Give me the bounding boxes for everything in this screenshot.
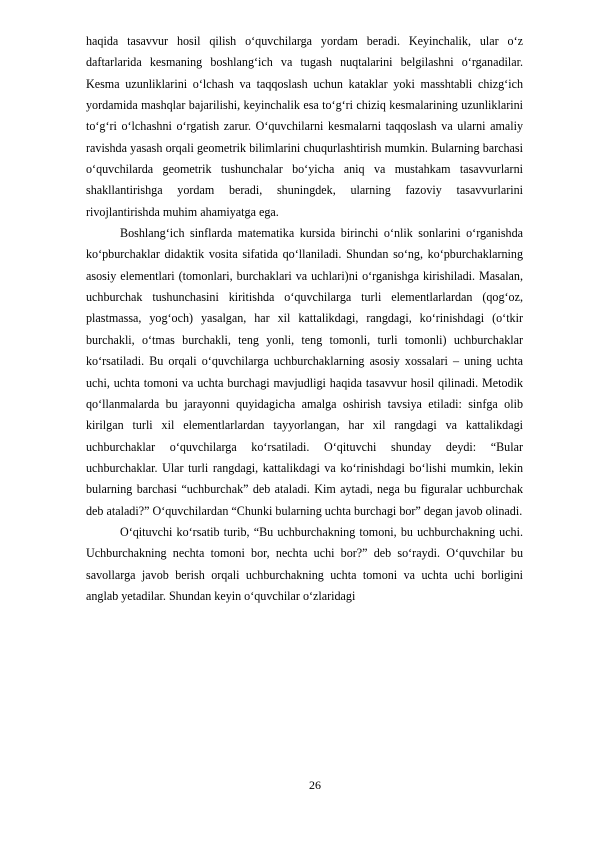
paragraph-2: Boshlang‘ich sinflarda matematika kursida birinchi o‘nlik sonlarini o‘rganishda ko‘pburchaklar didaktik vosita sifatida qo‘llaniladi. Shundan so‘ng, ko‘pburchaklarning asosiy elementlari (tomonlari, burchaklari va uchlari)ni o‘rganishga kirishiladi. Masalan, uchburchak tushunchasini kiritishda o‘quvchilarga turli elementlarlardan (qog‘oz, plastmassa, yog‘och) yasalgan, har xil kattalikdagi, rangdagi, ko‘rinishdagi (o‘tkir burchakli, o‘tmas burchakli, teng yonli, teng tomonli, turli tomonli) uchburchaklar ko‘rsatiladi. Bu orqali o‘quvchilarga uchburchaklarning asosiy xossalari – uning uchta uchi, uchta tomoni va uchta burchagi mavjudligi haqida tasavvur hosil qilinadi. Metodik qo‘llanmalarda bu jarayonni quyidagicha amalga oshirish tavsiya etiladi: sinfga olib kirilgan turli xil elementlarlardan tayyorlangan, har xil rangdagi va kattalikdagi uchburchaklar o‘quvchilarga ko‘rsatiladi. O‘qituvchi shunday deydi: “Bular uchburchaklar. Ular turli rangdagi, kattalikdagi va ko‘rinishdagi bo‘lishi mumkin, lekin bularning barchasi “uchburchak” deb ataladi. Kim aytadi, nega bu figuralar uchburchak deb ataladi?” O‘quvchilardan “Chunki bularning uchta burchagi bor” degan javob olinadi. bbox=[86, 226, 523, 518]
page-number: 26 bbox=[309, 778, 321, 792]
paragraph-3: O‘qituvchi ko‘rsatib turib, “Bu uchburchakning tomoni, bu uchburchakning uchi. Uchburchakning nechta tomoni bor, nechta uchi bor?” deb so‘raydi. O‘quvchilar bu savollarga javob berish orqali uchburchakning uchta tomoni va uchta uchi borligini anglab yetadilar. Shundan keyin o‘quvchilar o‘zlaridagi bbox=[86, 524, 523, 603]
paragraph-1: haqida tasavvur hosil qilish o‘quvchilarga yordam beradi. Keyinchalik, ular o‘z daftarlarida kesmaning boshlang‘ich va tugash nuqtalarini belgilashni o‘rganadilar. Kesma uzunliklarini o‘lchash va taqqoslash uchun kataklar yoki masshtabli chizg‘ich yordamida mashqlar bajarilishi, keyinchalik esa to‘g‘ri chiziq kesmalarining uzunliklarini to‘g‘ri o‘lchashni o‘rgatish zarur. O‘quvchilarni kesmalarni taqqoslash va ularni amaliy ravishda yasash orqali geometrik bilimlarini chuqurlashtirish mumkin. Bularning barchasi o‘quvchilarda geometrik tushunchalar bo‘yicha aniq va mustahkam tasavvurlarni shakllantirishga yordam beradi, shuningdek, ularning fazoviy tasavvurlarini rivojlantirishda muhim ahamiyatga ega. bbox=[86, 34, 523, 219]
page-body bbox=[86, 31, 523, 607]
